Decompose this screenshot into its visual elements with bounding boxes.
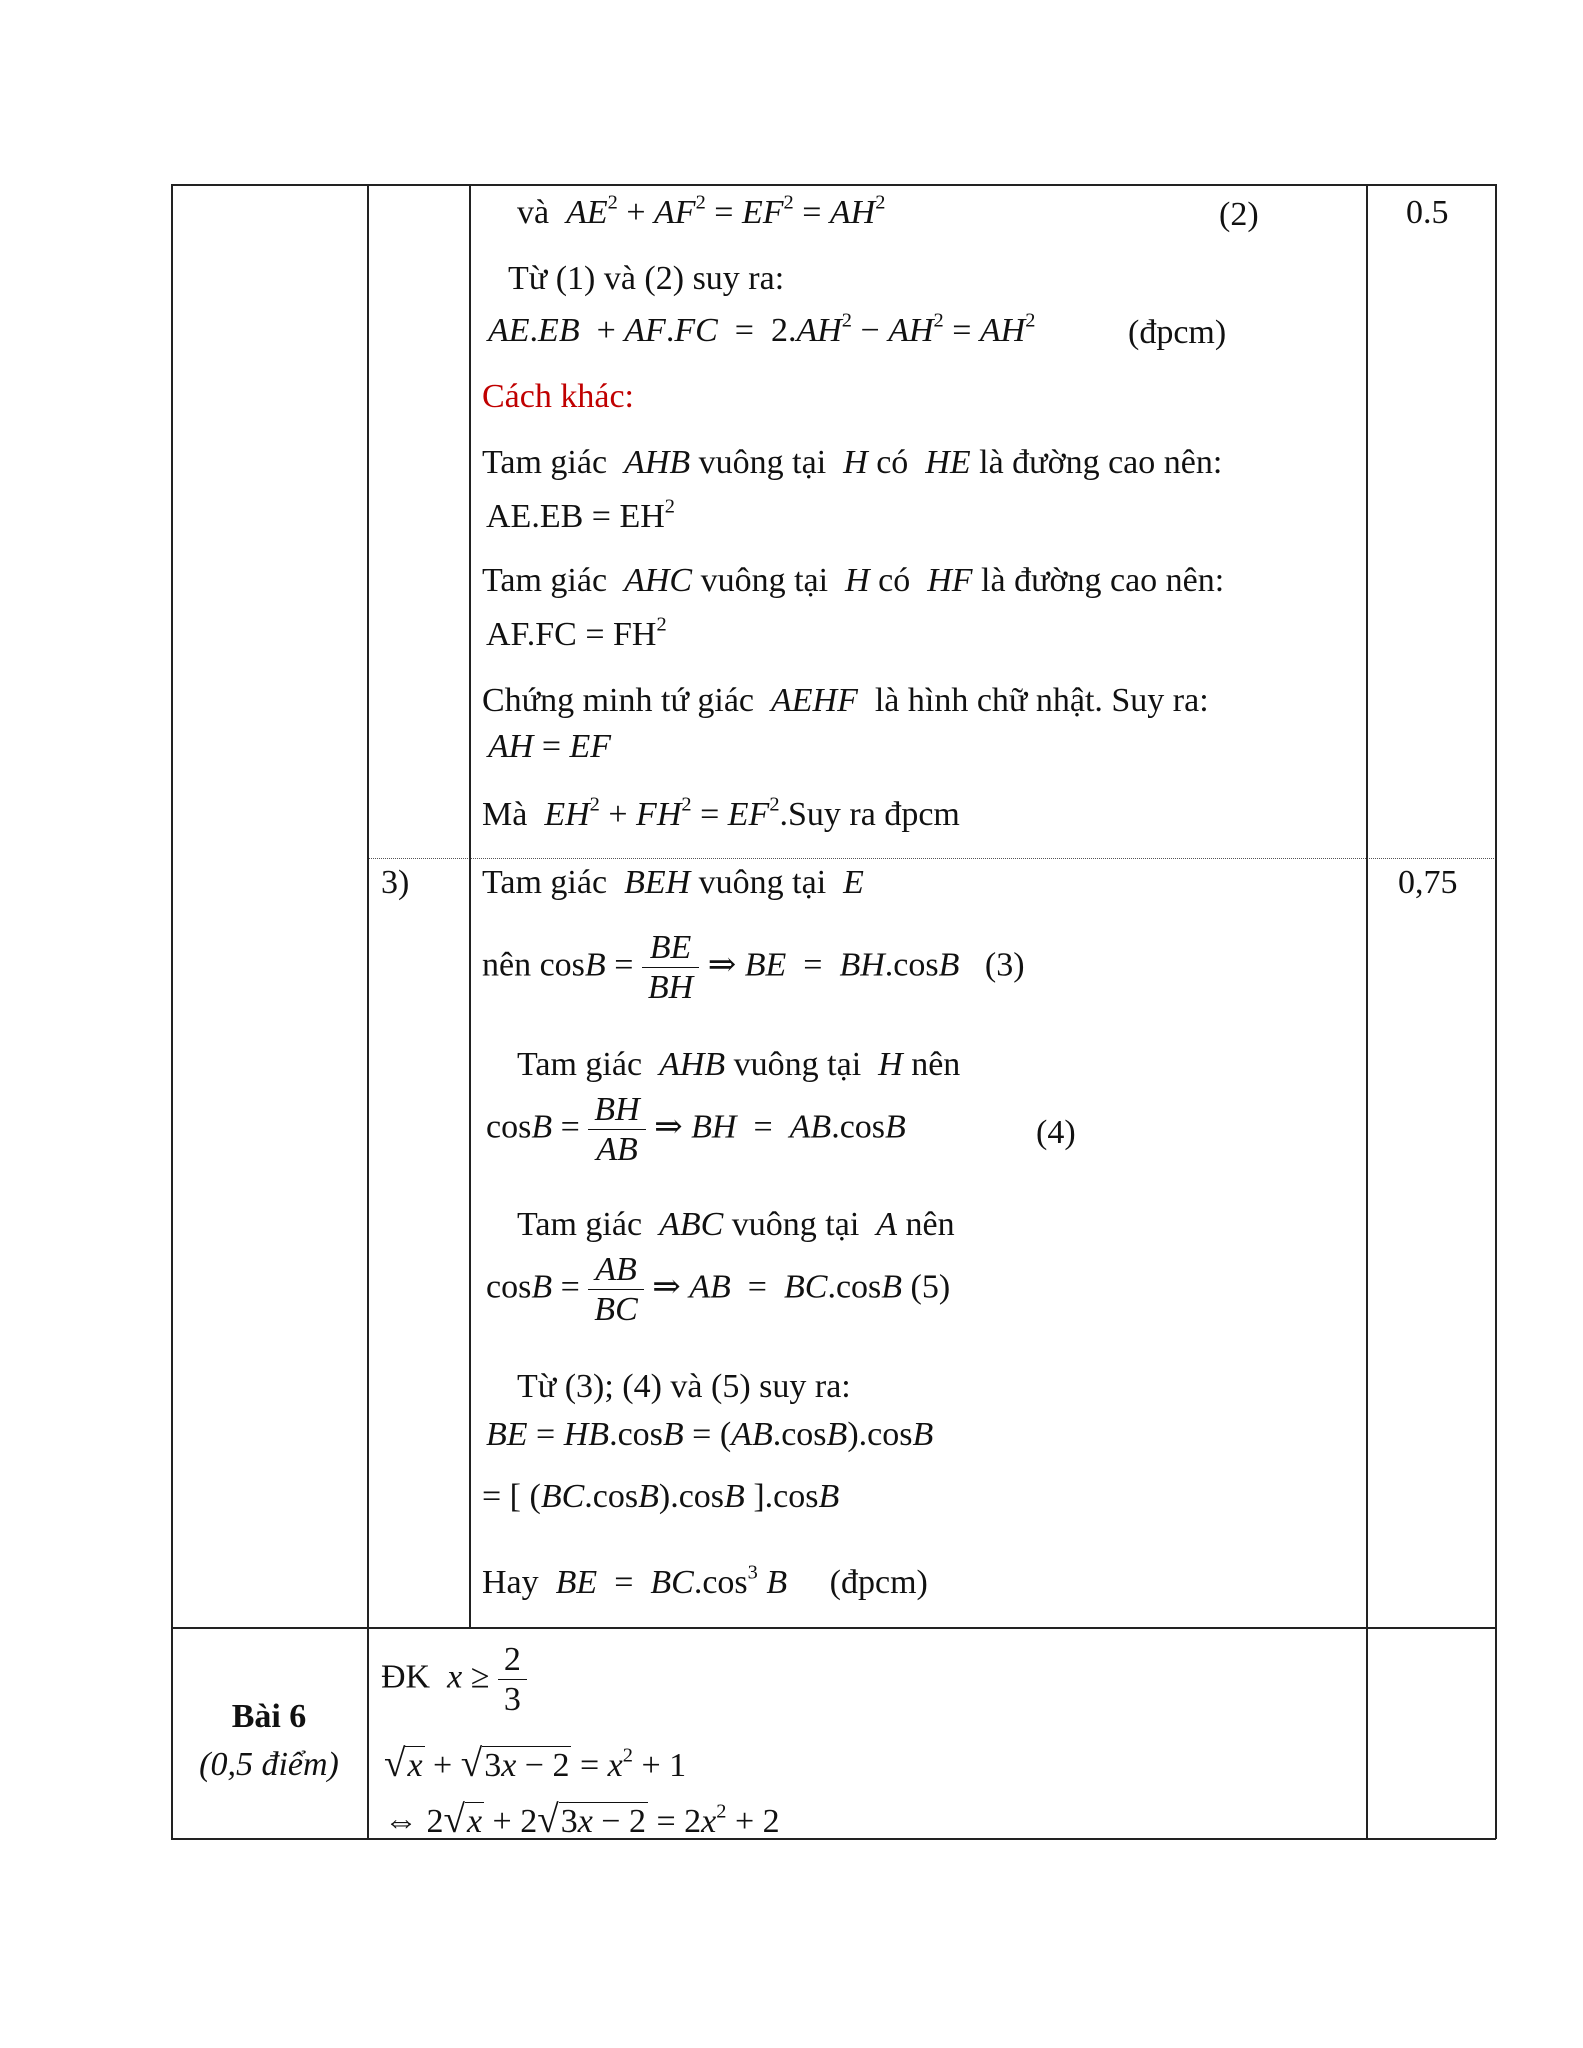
ref-2: (2) [1219,196,1259,233]
alt-heading: Cách khác: [482,378,634,415]
row-divider-part3 [367,858,1496,859]
line-ae-af-ef: và $AE^2 + AF^2 = EF^2 = AH^2$ [517,191,886,231]
table-bottom-border [171,1838,1496,1840]
dpcm-1: (đpcm) [1128,314,1227,351]
score-prev: 0.5 [1406,194,1449,231]
ref-4: (4) [1036,1114,1076,1151]
part3-line-4: cosB = $\frac{BH}{AB}$ ⇒ BH = AB.cosB [486,1091,906,1169]
part3-line-2: nên cosB = $\frac{BE}{BH}$ ⇒ BE = BH.cosB (3) [482,929,1025,1007]
table-right-border [1495,184,1497,1839]
alt-line-7: Mà $EH^2 + FH^2 = EF^2.Suy$ ra đpcm [482,793,960,833]
part3-line-1: Tam giác BEH vuông tại E [482,864,864,901]
alt-line-3: Tam giác AHC vuông tại H có HF là đường cao nên: [482,562,1225,599]
part3-line-7: Từ (3); (4) và (5) suy ra: [517,1368,851,1405]
table-top-border [171,184,1496,186]
table-left-border [171,184,173,1839]
bai6-equation-1: $√x + √3x - 2 = x^2 + 1$ [384,1742,687,1785]
part3-label: 3) [381,864,410,901]
column-divider-1 [367,184,369,1839]
alt-line-1: Tam giác AHB vuông tại H có HE là đường cao nên: [482,444,1223,481]
part3-score: 0,75 [1398,864,1458,901]
alt-line-2: $AE.EB = EH^2$ [486,495,675,535]
part3-line-5: Tam giác ABC vuông tại A nên [517,1206,955,1243]
row-divider-bai6 [171,1627,1496,1629]
bai6-condition: ĐK x ≥ $\frac{2}{3}$ [381,1640,527,1719]
bai6-equation-2: ⇔ $2√x + 2√3x - 2 = 2x^2 + 2$ [384,1798,780,1841]
bai6-points: (0,5 điểm) [199,1746,339,1783]
part3-line-3: Tam giác AHB vuông tại H nên [517,1046,961,1083]
column-divider-3 [1366,184,1368,1839]
alt-line-6: AH = EF [488,728,612,765]
alt-line-4: $AF.FC = FH^2$ [486,613,667,653]
part3-line-6: cosB = $\frac{AB}{BC}$ ⇒ AB = BC.cosB (5) [486,1251,951,1329]
part3-line-10: Hay BE = $BC.\cos^3$ B (đpcm) [482,1561,928,1601]
part3-line-9: = [ (BC.cosB).cosB ].cosB [482,1478,840,1515]
line-tu-1-2: Từ (1) và (2) suy ra: [508,260,785,297]
line-ae-eb-af-fc: $AE.EB + AF.FC = 2.AH^2 - AH^2 = AH^2$ [488,309,1036,349]
bai6-title: Bài 6 [231,1698,307,1735]
alt-line-5: Chứng minh tứ giác AEHF là hình chữ nhật. Suy ra: [482,682,1209,719]
column-divider-2 [469,184,471,1628]
part3-line-8: BE = HB.cosB = (AB.cosB).cosB [486,1416,934,1453]
